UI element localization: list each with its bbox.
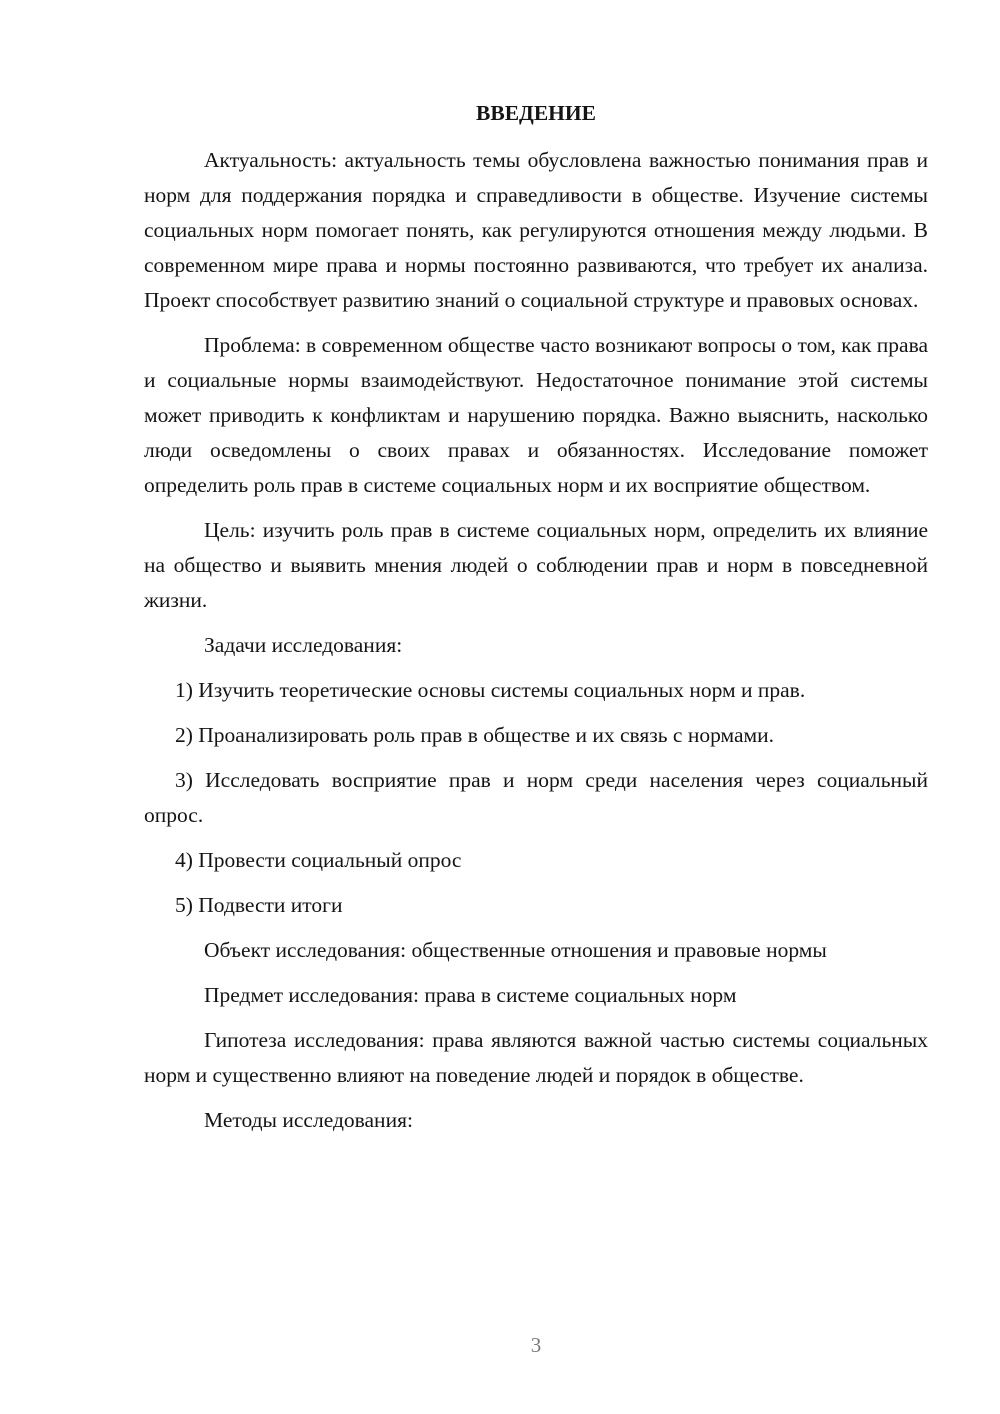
hypothesis-paragraph: Гипотеза исследования: права являются важной частью системы социальных норм и существенно влияют на поведение людей и порядок в обществе. — [144, 1028, 928, 1087]
subject-paragraph: Предмет исследования: права в системе социальных норм — [204, 983, 737, 1007]
problem-paragraph: Проблема: в современном обществе часто возникают вопросы о том, как права и социальные нормы взаимодействуют. Недостаточное понимание этой системы может приводить к конфликтам и нарушению порядка. Важно выяснить, насколько люди осведомлены о своих правах и обязанностях. Исследование поможет определить роль прав в системе социальных норм и их восприятие обществом. — [144, 333, 928, 497]
methods-title: Методы исследования: — [204, 1108, 413, 1132]
task-item: 3) Исследовать восприятие прав и норм среди населения через социальный опрос. — [144, 768, 928, 827]
object-paragraph: Объект исследования: общественные отношения и правовые нормы — [204, 938, 827, 962]
page-content — [144, 96, 928, 1148]
tasks-title: Задачи исследования: — [204, 633, 403, 657]
page-number: 3 — [530, 1333, 542, 1357]
relevance-paragraph: Актуальность: актуальность темы обусловлена важностью понимания прав и норм для поддержания порядка и справедливости в обществе. Изучение системы социальных норм помогает понять, как регулируются отношения между людьми. В современном мире права и нормы постоянно развиваются, что требует их анализа. Проект способствует развитию знаний о социальной структуре и правовых основах. — [144, 148, 928, 312]
task-item: 1) Изучить теоретические основы системы социальных норм и прав. — [175, 678, 806, 702]
goal-paragraph: Цель: изучить роль прав в системе социальных норм, определить их влияние на общество и выявить мнения людей о соблюдении прав и норм в повседневной жизни. — [144, 518, 928, 612]
section-heading: ВВЕДЕНИЕ — [476, 101, 596, 125]
task-item: 5) Подвести итоги — [175, 893, 343, 917]
task-item: 4) Провести социальный опрос — [175, 848, 462, 872]
task-item: 2) Проанализировать роль прав в обществе и их связь с нормами. — [175, 723, 775, 747]
